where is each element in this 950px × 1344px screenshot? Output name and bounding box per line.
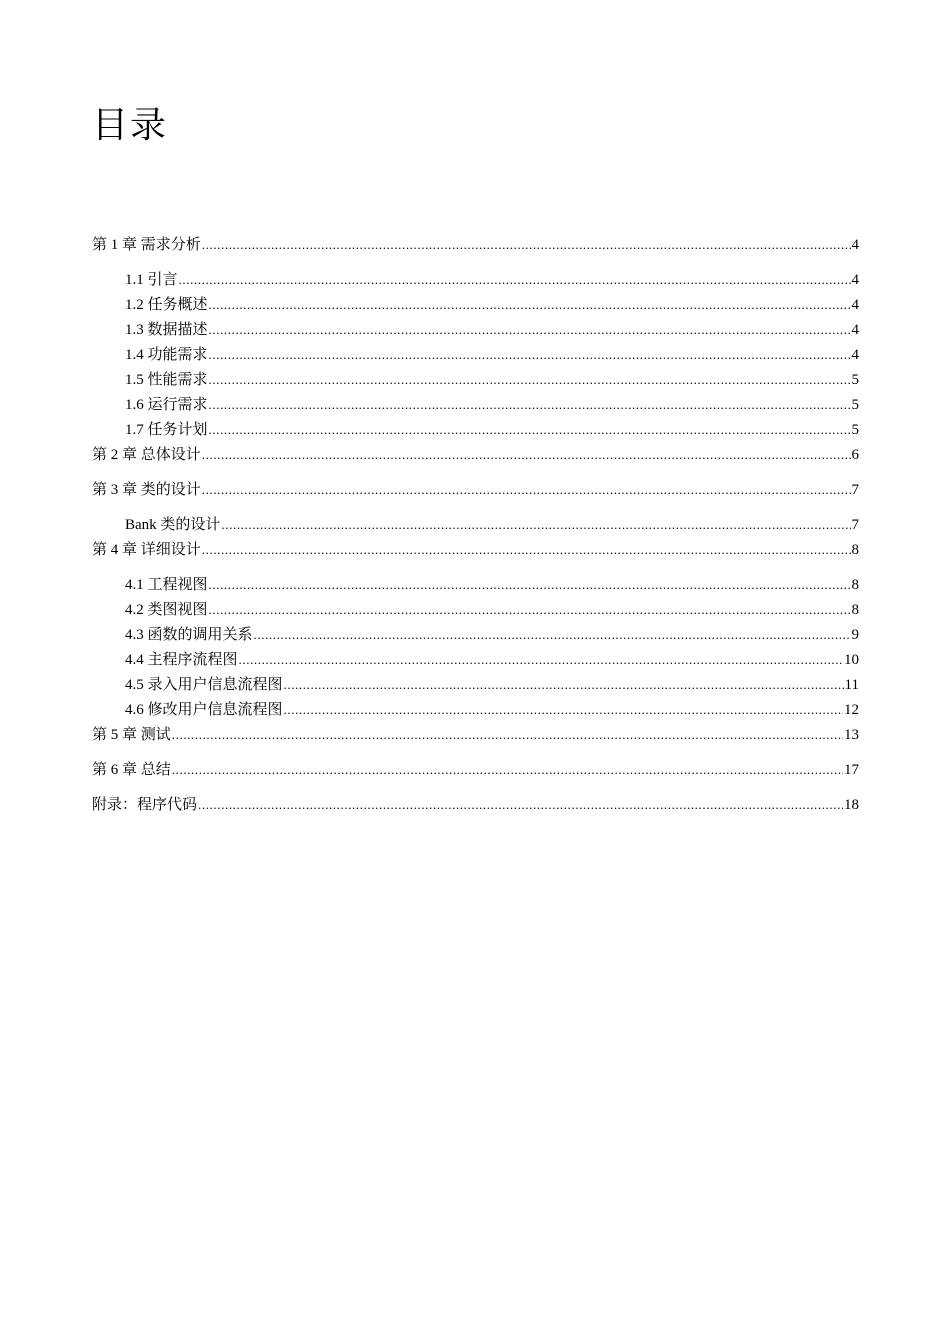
toc-page-number: 4 (851, 347, 859, 363)
toc-page-number: 10 (844, 652, 859, 668)
toc-entry-chapter-3[interactable] (92, 480, 859, 500)
toc-entry-label: 1.5 性能需求 (125, 372, 208, 388)
toc-entry-chapter-2[interactable] (92, 445, 859, 465)
page-title: 目录 (92, 105, 169, 146)
toc-entry-label: 1.7 任务计划 (125, 422, 208, 438)
toc-entry-section[interactable] (125, 420, 859, 440)
toc-entry-chapter-5[interactable] (92, 725, 859, 745)
toc-dot-leader (239, 650, 843, 670)
toc-entry-label: 1.3 数据描述 (125, 322, 208, 338)
toc-page-number: 12 (844, 702, 859, 718)
toc-page-number: 5 (851, 397, 859, 413)
toc-entry-label: 第 3 章 类的设计 (92, 482, 201, 498)
toc-entry-chapter-6[interactable] (92, 760, 859, 780)
toc-dot-leader (209, 600, 851, 620)
toc-dot-leader (202, 235, 851, 255)
toc-entry-label: 4.5 录入用户信息流程图 (125, 677, 283, 693)
toc-dot-leader (209, 575, 851, 595)
toc-page-number: 6 (851, 447, 859, 463)
toc-entry-label: 第 5 章 测试 (92, 727, 171, 743)
toc-entry-section[interactable] (125, 600, 859, 620)
toc-dot-leader (254, 625, 851, 645)
toc-entry-chapter-4[interactable] (92, 540, 859, 560)
toc-page-number: 11 (844, 677, 859, 693)
toc-dot-leader (202, 445, 851, 465)
toc-entry-section[interactable] (125, 295, 859, 315)
toc-entry-section[interactable] (125, 395, 859, 415)
toc-page-number: 9 (851, 627, 859, 643)
toc-entry-section[interactable] (125, 270, 859, 290)
toc-page-number: 18 (844, 797, 859, 813)
toc-entry-label: 1.1 引言 (125, 272, 178, 288)
toc-entry-section[interactable] (125, 345, 859, 365)
toc-entry-label: 4.1 工程视图 (125, 577, 208, 593)
toc-entry-label: 附录：程序代码 (92, 797, 198, 813)
toc-dot-leader (172, 760, 843, 780)
toc-page-number: 5 (851, 372, 859, 388)
toc-page-number: 5 (851, 422, 859, 438)
toc-page-number: 13 (844, 727, 859, 743)
toc-entry-section[interactable] (125, 575, 859, 595)
toc-entry-label: Bank 类的设计 (125, 517, 221, 533)
toc-entry-label: 4.6 修改用户信息流程图 (125, 702, 283, 718)
toc-dot-leader (209, 320, 851, 340)
toc-page-number: 8 (851, 602, 859, 618)
toc-entry-label: 4.2 类图视图 (125, 602, 208, 618)
toc-entry-section[interactable] (125, 515, 859, 535)
toc-entry-section[interactable] (125, 625, 859, 645)
toc-dot-leader (202, 480, 851, 500)
toc-entry-label: 4.4 主程序流程图 (125, 652, 238, 668)
toc-entry-label: 1.6 运行需求 (125, 397, 208, 413)
toc-dot-leader (221, 515, 850, 535)
toc-page-number: 7 (851, 482, 859, 498)
toc-dot-leader (198, 795, 843, 815)
toc-page-number: 8 (851, 542, 859, 558)
toc-dot-leader (284, 700, 843, 720)
toc-page-number: 4 (851, 237, 859, 253)
toc-entry-section[interactable] (125, 700, 859, 720)
toc-page-number: 7 (851, 517, 859, 533)
toc-entry-section[interactable] (125, 650, 859, 670)
toc-page-number: 17 (844, 762, 859, 778)
toc-dot-leader (209, 420, 851, 440)
toc-entry-label: 第 2 章 总体设计 (92, 447, 201, 463)
toc-entry-label: 第 4 章 详细设计 (92, 542, 201, 558)
toc-page-number: 8 (851, 577, 859, 593)
toc-dot-leader (172, 725, 843, 745)
toc-dot-leader (179, 270, 851, 290)
toc-entry-chapter-1[interactable] (92, 235, 859, 255)
toc-dot-leader (209, 395, 851, 415)
toc-page-number: 4 (851, 297, 859, 313)
toc-entry-label: 4.3 函数的调用关系 (125, 627, 253, 643)
toc-dot-leader (209, 370, 851, 390)
toc-entry-section[interactable] (125, 370, 859, 390)
toc-dot-leader (284, 675, 844, 695)
toc-entry-section[interactable] (125, 675, 859, 695)
toc-dot-leader (209, 295, 851, 315)
toc-entry-label: 1.4 功能需求 (125, 347, 208, 363)
toc-dot-leader (209, 345, 851, 365)
toc-entry-section[interactable] (125, 320, 859, 340)
toc-entry-label: 第 1 章 需求分析 (92, 237, 201, 253)
toc-page-number: 4 (851, 272, 859, 288)
toc-entry-label: 第 6 章 总结 (92, 762, 171, 778)
toc-entry-label: 1.2 任务概述 (125, 297, 208, 313)
toc-entry-appendix[interactable] (92, 795, 859, 815)
toc-page-number: 4 (851, 322, 859, 338)
toc-dot-leader (202, 540, 851, 560)
